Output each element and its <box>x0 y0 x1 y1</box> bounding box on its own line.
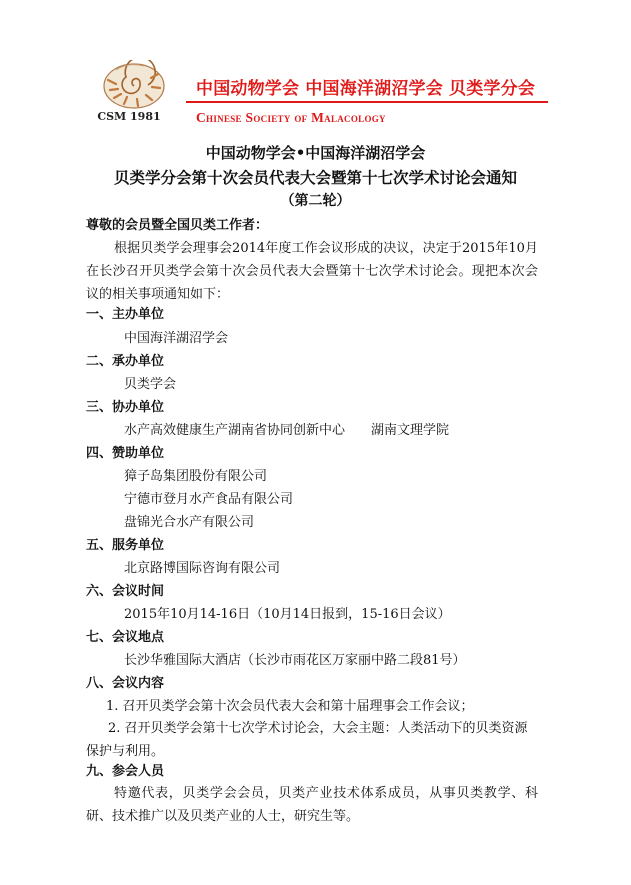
letterhead <box>88 58 548 138</box>
logo-caption: CSM 1981 <box>97 110 161 123</box>
list-item: 盘锦光合水产有限公司 <box>124 515 255 530</box>
section-heading-organizer: 一、主办单位 <box>86 307 165 322</box>
list-item: 水产高效健康生产湖南省协同创新中心 湖南文理学院 <box>124 423 450 438</box>
list-item: 长沙华雅国际大酒店（长沙市雨花区万家丽中路二段81号） <box>124 653 466 668</box>
document-title-line1: 中国动物学会•中国海洋湖沼学会 <box>205 144 426 162</box>
list-item: 贝类学会 <box>124 377 177 392</box>
header-divider <box>186 101 548 103</box>
section-heading-venue: 七、会议地点 <box>86 630 165 645</box>
list-item: 宁德市登月水产食品有限公司 <box>124 492 294 507</box>
intro-paragraph: 根据贝类学会理事会2014年度工作会议形成的决议，决定于2015年10月在长沙召开贝类学会第十次会员代表大会暨第十七次学术讨论会。现把本次会议的相关事项通知如下： <box>86 241 538 302</box>
section-heading-service: 五、服务单位 <box>86 538 165 553</box>
section-heading-time: 六、会议时间 <box>86 584 165 599</box>
section-heading-host: 二、承办单位 <box>86 354 165 369</box>
participants-paragraph: 特邀代表，贝类学会会员，贝类产业技术体系成员，从事贝类教学、科研、技术推广以及贝类产业的人士，研究生等。 <box>86 786 538 824</box>
list-item: 2015年10月14-16日（10月14日报到，15-16日会议） <box>124 607 451 622</box>
nautilus-shell-icon <box>98 60 168 110</box>
society-name-cn: 中国动物学会 中国海洋湖沼学会 贝类学分会 <box>196 79 536 99</box>
list-item: 獐子岛集团股份有限公司 <box>124 469 268 484</box>
section-heading-sponsors: 四、赞助单位 <box>86 446 165 461</box>
document-title-line2: 贝类学分会第十次会员代表大会暨第十七次学术讨论会通知 <box>113 169 517 187</box>
document-title-line3: （第二轮） <box>280 193 351 209</box>
section-heading-content: 八、会议内容 <box>86 676 165 691</box>
section-heading-co-organizer: 三、协办单位 <box>86 400 165 415</box>
salutation: 尊敬的会员暨全国贝类工作者： <box>86 218 269 233</box>
list-item: 1. 召开贝类学会第十次会员代表大会和第十届理事会工作会议； <box>106 699 474 714</box>
list-item: 2. 召开贝类学会第十七次学术讨论会，大会主题：人类活动下的贝类资源保护与利用。 <box>86 721 528 759</box>
section-heading-participants: 九、参会人员 <box>86 764 165 779</box>
list-item: 北京路博国际咨询有限公司 <box>124 561 281 576</box>
society-name-en: Chinese Society of Malacology <box>196 110 386 125</box>
list-item: 中国海洋湖沼学会 <box>124 331 229 346</box>
